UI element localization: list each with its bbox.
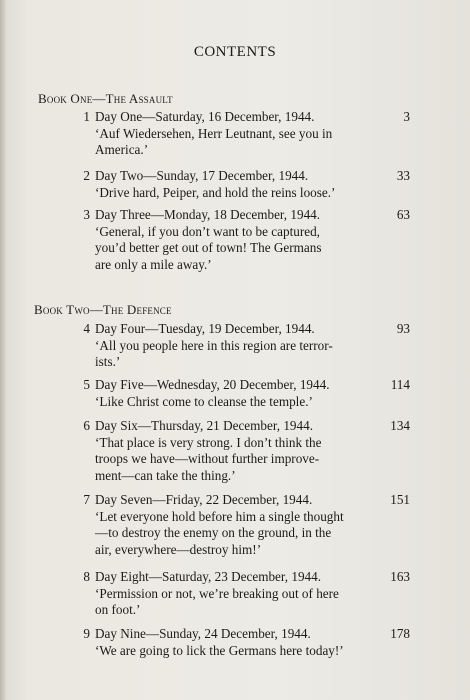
entry-number: 1	[83, 109, 90, 124]
entry-quote: ‘That place is very strong. I don’t think the troops we have—without further improve- ment—can take the thing.’	[95, 434, 322, 483]
entry-number: 5	[83, 377, 90, 392]
entry-day: Day One—Saturday, 16 December, 1944.	[95, 109, 315, 124]
toc-entry	[78, 321, 410, 371]
entry-page-number: 3	[403, 109, 410, 124]
toc-entry	[78, 569, 410, 619]
entry-number: 8	[83, 569, 90, 584]
entry-page-number: 163	[390, 569, 410, 584]
entry-day: Day Two—Sunday, 17 December, 1944.	[95, 168, 309, 183]
entry-day: Day Three—Monday, 18 December, 1944.	[95, 207, 321, 222]
entry-page-number: 151	[390, 492, 410, 507]
toc-entry	[78, 109, 410, 159]
book-one-heading: Book One—The Assault	[38, 91, 173, 106]
entry-day: Day Seven—Friday, 22 December, 1944.	[95, 492, 313, 507]
entry-number: 9	[83, 626, 90, 641]
entry-quote: ‘All you people here in this region are terror- ists.’	[95, 337, 333, 369]
entry-quote: ‘Permission or not, we’re breaking out of here on foot.’	[95, 585, 339, 617]
toc-entry	[78, 207, 410, 275]
entry-quote: ‘Drive hard, Peiper, and hold the reins loose.’	[95, 184, 336, 200]
toc-entry	[78, 168, 410, 202]
book-two-heading: Book Two—The Defence	[34, 302, 172, 317]
entry-day: Day Eight—Saturday, 23 December, 1944.	[95, 569, 322, 584]
entry-page-number: 134	[390, 418, 410, 433]
page-gutter	[0, 0, 6, 700]
entry-page-number: 178	[390, 626, 410, 641]
entry-page-number: 114	[390, 377, 410, 392]
entry-number: 4	[83, 321, 90, 336]
entry-day: Day Five—Wednesday, 20 December, 1944.	[95, 377, 330, 392]
toc-entry	[78, 418, 410, 486]
entry-number: 7	[83, 492, 90, 507]
entry-page-number: 63	[396, 207, 410, 222]
entry-number: 6	[83, 418, 90, 433]
entry-quote: ‘Like Christ come to cleanse the temple.’	[95, 393, 313, 409]
entry-quote: ‘Let everyone hold before him a single thought —to destroy the enemy on the ground, in the air, everywhere—destroy him!’	[95, 508, 344, 557]
entry-quote: ‘We are going to lick the Germans here today!’	[95, 642, 344, 658]
entry-number: 2	[83, 168, 90, 183]
entry-quote: ‘General, if you don’t want to be captured, you’d better get out of town! The Germans are only a mile away.’	[95, 223, 322, 272]
entry-day: Day Four—Tuesday, 19 December, 1944.	[95, 321, 315, 336]
toc-entry	[78, 626, 410, 660]
toc-entry	[78, 492, 410, 560]
entry-quote: ‘Auf Wiedersehen, Herr Leutnant, see you in America.’	[95, 125, 333, 157]
entry-page-number: 93	[396, 321, 410, 336]
entry-page-number: 33	[396, 168, 410, 183]
page-title: CONTENTS	[193, 44, 277, 60]
entry-number: 3	[83, 207, 90, 222]
entry-day: Day Six—Thursday, 21 December, 1944.	[95, 418, 313, 433]
toc-entry	[78, 377, 410, 411]
entry-day: Day Nine—Sunday, 24 December, 1944.	[95, 626, 311, 641]
